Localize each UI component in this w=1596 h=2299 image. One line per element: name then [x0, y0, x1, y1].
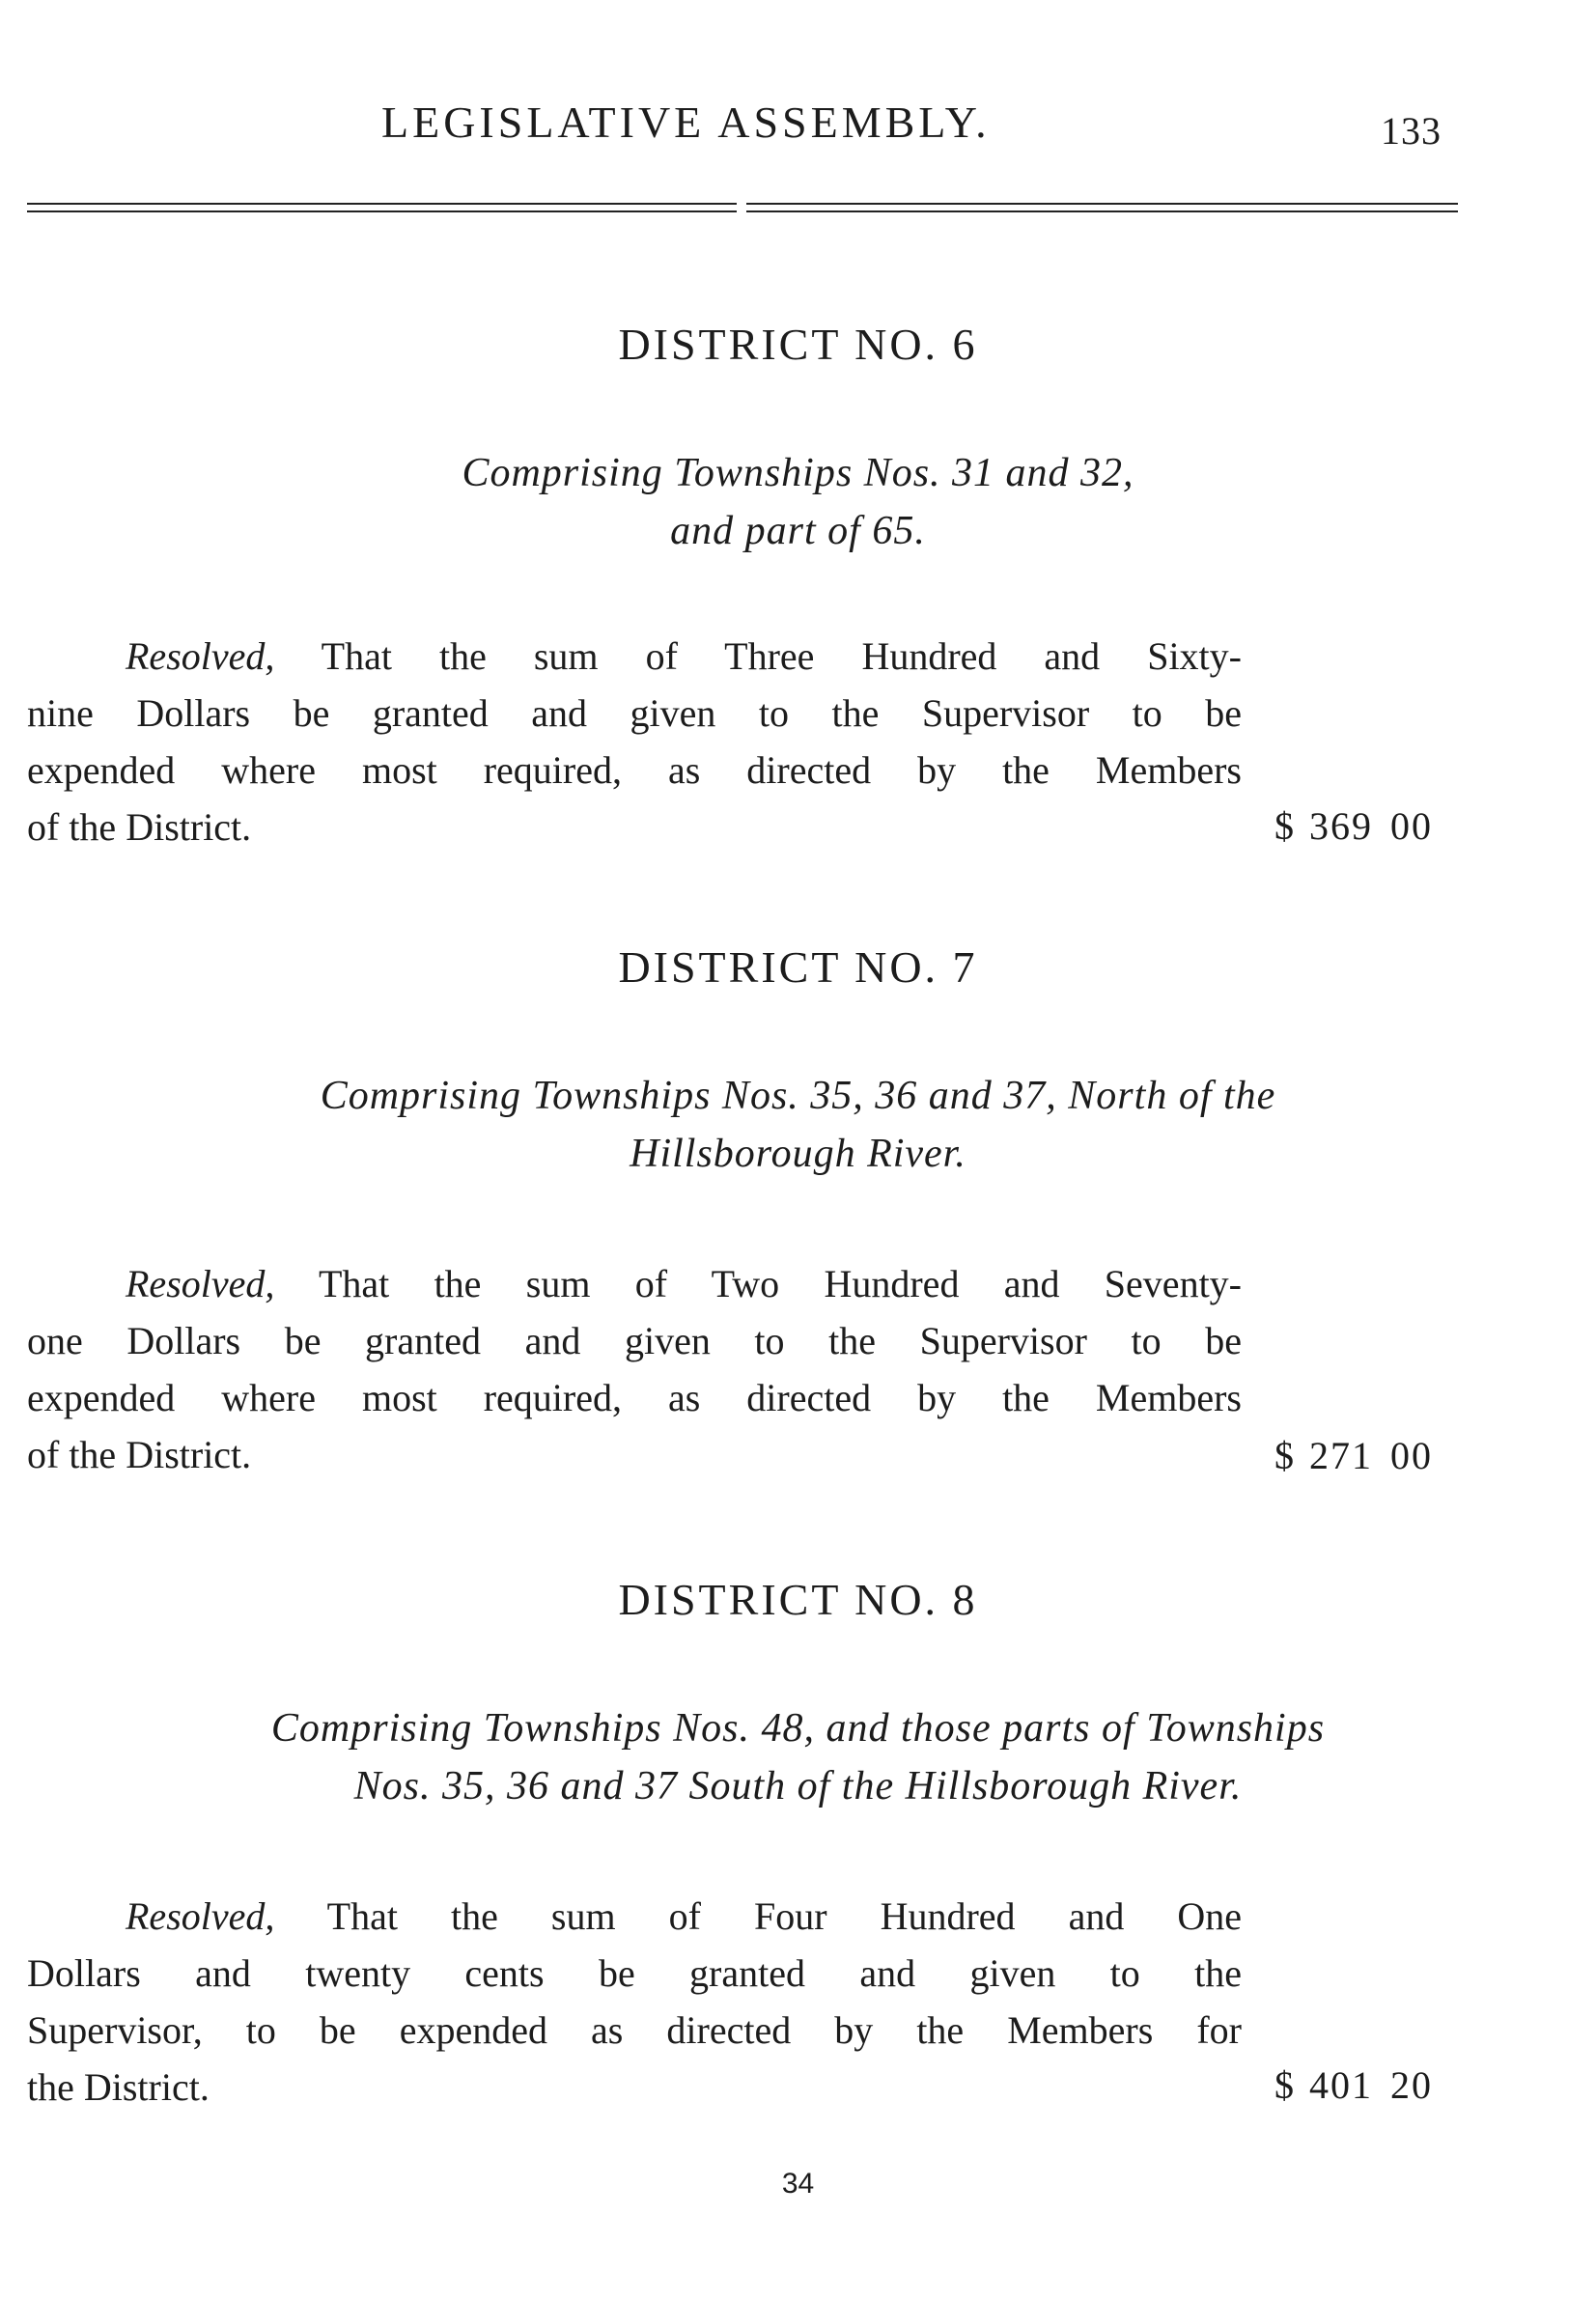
amount-cents: 20 [1390, 2063, 1433, 2107]
resolution-line: expended where most required, as directed by the Members [27, 748, 1242, 792]
comprising-line: Comprising Townships Nos. 48, and those parts of Townships [270, 1706, 1326, 1751]
comprising-line: Hillsborough River. [630, 1132, 966, 1176]
amount-dollars: 271 [1309, 1434, 1373, 1477]
district-7-heading: DISTRICT NO. 7 [618, 942, 978, 992]
header-rule-left [27, 203, 737, 212]
district-8-resolution-real [27, 1888, 1242, 2116]
resolution-line: Dollars and twenty cents be granted and given to the [27, 1951, 1242, 1995]
resolution-text: That the sum of Two Hundred and Seventy- [274, 1262, 1242, 1305]
resolved-word: Resolved, [126, 1262, 275, 1305]
resolution-line: the District. [27, 2065, 210, 2109]
district-6-resolution [27, 628, 1242, 855]
resolved-word: Resolved, [126, 1894, 275, 1938]
resolution-line [27, 1888, 1242, 1945]
resolution-line: one Dollars be granted and given to the Supervisor to be [27, 1319, 1242, 1362]
resolution-line [27, 1255, 1242, 1312]
signature-mark: 34 [781, 2168, 815, 2200]
amount-dollars: 369 [1309, 804, 1373, 848]
amount-cents: 00 [1390, 1434, 1433, 1477]
comprising-line: and part of 65. [670, 509, 926, 553]
resolution-line: Supervisor, to be expended as directed by the Members for [27, 2008, 1242, 2052]
page-number: 133 [1381, 109, 1442, 153]
resolution-line [27, 628, 1242, 685]
district-8-comprising [0, 1699, 1596, 1815]
dollar-sign: $ [1274, 1434, 1296, 1477]
district-7-amount [1274, 1433, 1433, 1478]
running-title: LEGISLATIVE ASSEMBLY. [381, 98, 991, 147]
resolution-text: That the sum of Four Hundred and One [274, 1894, 1242, 1938]
district-6-heading: DISTRICT NO. 6 [618, 320, 978, 369]
district-7-resolution [27, 1255, 1242, 1483]
comprising-line: Nos. 35, 36 and 37 South of the Hillsborough River. [353, 1764, 1243, 1808]
district-6-comprising [0, 444, 1596, 560]
comprising-line: Comprising Townships Nos. 31 and 32, [462, 451, 1134, 495]
header-rule-right [746, 203, 1458, 212]
resolution-line: nine Dollars be granted and given to the Supervisor to be [27, 691, 1242, 735]
amount-dollars: 401 [1309, 2063, 1373, 2107]
district-6-amount [1274, 803, 1433, 849]
comprising-line: Comprising Townships Nos. 35, 36 and 37, North of the [320, 1074, 1276, 1118]
district-8-heading: DISTRICT NO. 8 [618, 1575, 978, 1624]
district-8-amount [1274, 2062, 1433, 2108]
resolved-word: Resolved, [126, 634, 275, 678]
dollar-sign: $ [1274, 804, 1296, 848]
amount-cents: 00 [1390, 804, 1433, 848]
resolution-line: of the District. [27, 1433, 252, 1476]
resolution-line: of the District. [27, 805, 252, 849]
running-head [0, 97, 1596, 164]
district-7-comprising [0, 1067, 1596, 1183]
resolution-line: expended where most required, as directed by the Members [27, 1376, 1242, 1419]
dollar-sign: $ [1274, 2063, 1296, 2107]
resolution-text: That the sum of Three Hundred and Sixty- [274, 634, 1242, 678]
